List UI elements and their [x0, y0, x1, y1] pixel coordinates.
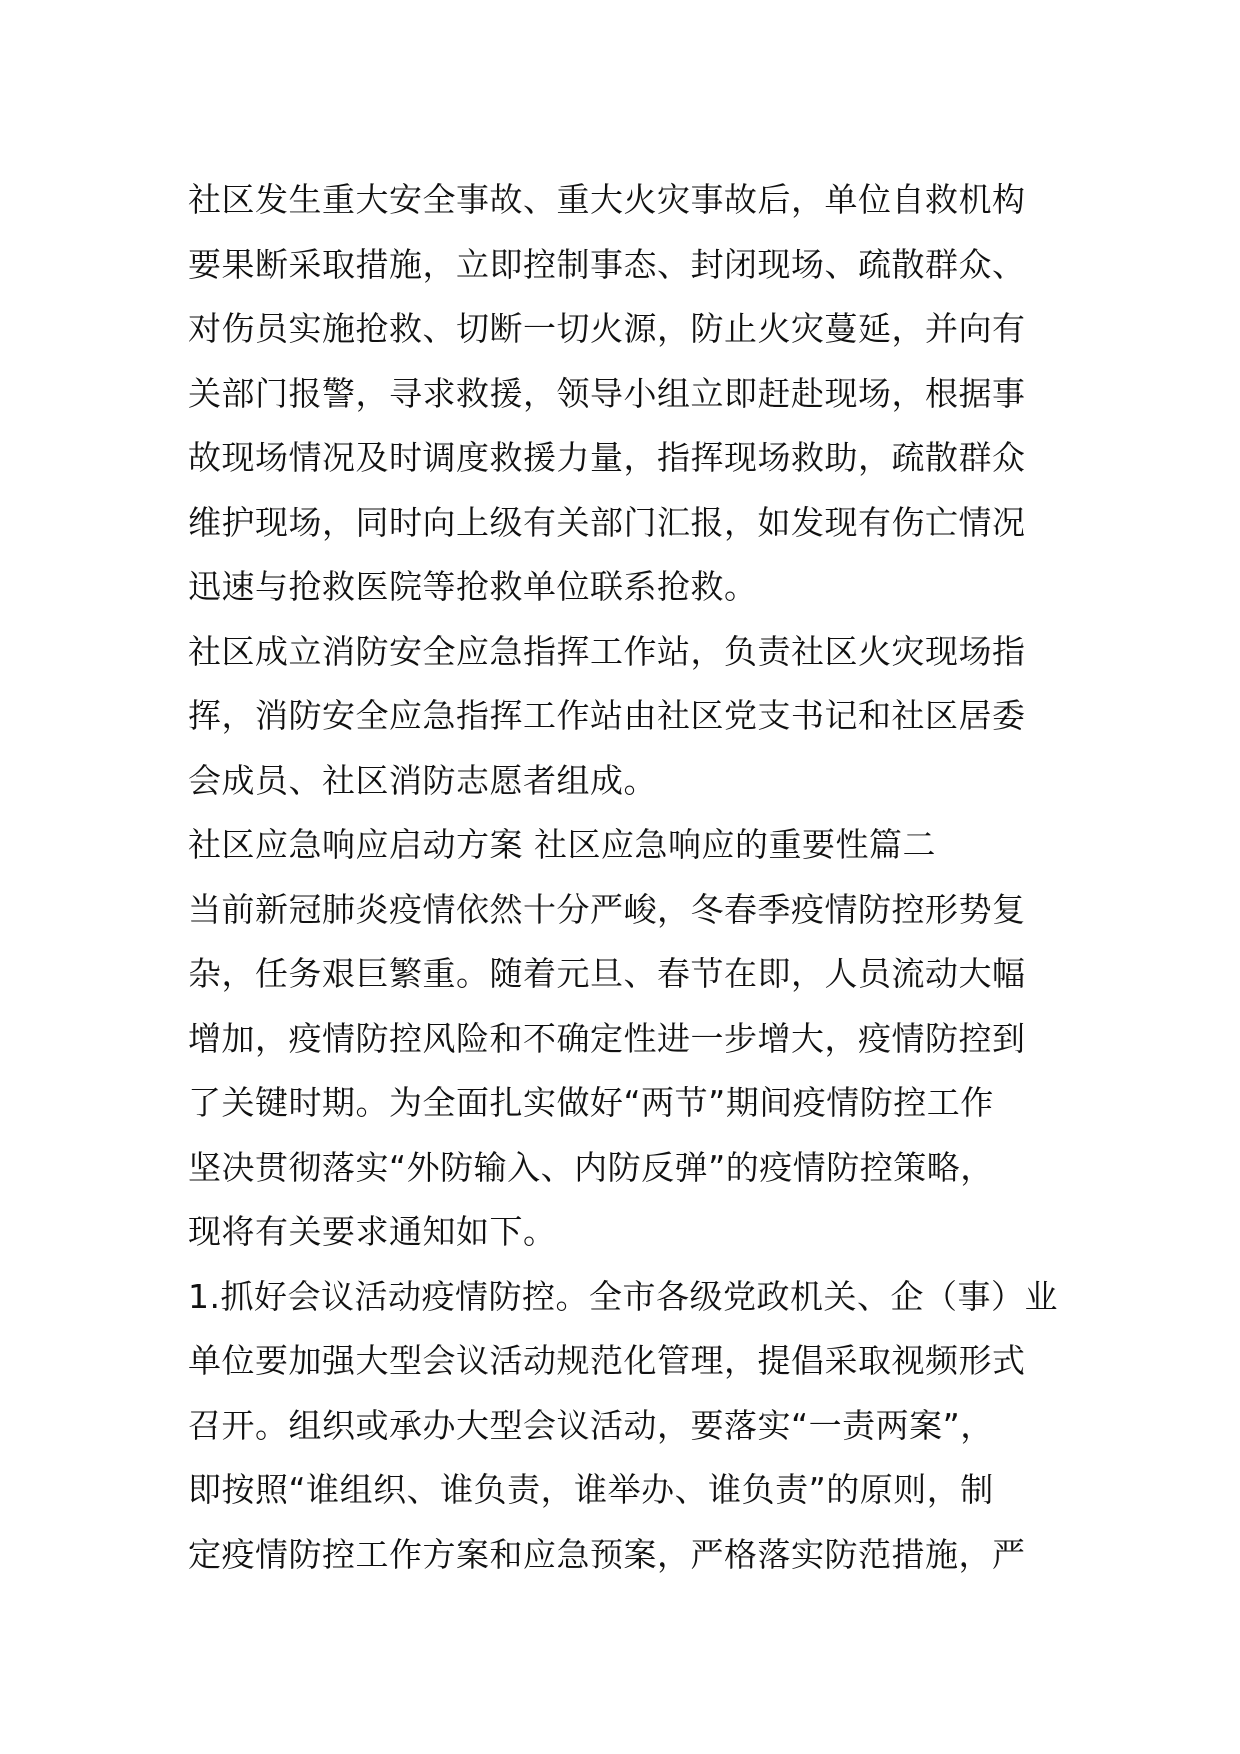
text-line: 挥，消防安全应急指挥工作站由社区党支书记和社区居委 — [188, 696, 1026, 735]
text-line: 迅速与抢救医院等抢救单位联系抢救。 — [188, 567, 758, 606]
text-line: 即按照“谁组织、谁负责，谁举办、谁负责”的原则，制 — [188, 1470, 994, 1509]
text-line: 对伤员实施抢救、切断一切火源，防止火灾蔓延，并向有 — [188, 309, 1026, 348]
document-body — [188, 168, 1058, 1587]
text-line: 定疫情防控工作方案和应急预案，严格落实防范措施，严 — [188, 1534, 1026, 1574]
text-line: 召开。组织或承办大型会议活动，要落实“一责两案”， — [188, 1405, 994, 1445]
text-line: 当前新冠肺炎疫情依然十分严峻，冬春季疫情防控形势复 — [188, 889, 1026, 929]
text-line: 1.抓好会议活动疫情防控。全市各级党政机关、企（事）业 — [188, 1276, 1058, 1316]
text-line: 社区成立消防安全应急指挥工作站，负责社区火灾现场指 — [188, 631, 1026, 671]
text-line: 故现场情况及时调度救援力量，指挥现场救助，疏散群众 — [188, 438, 1026, 477]
text-line: 要果断采取措施，立即控制事态、封闭现场、疏散群众、 — [188, 244, 1026, 284]
text-line: 关部门报警，寻求救援，领导小组立即赶赴现场，根据事 — [188, 373, 1026, 413]
text-line: 增加，疫情防控风险和不确定性进一步增大，疫情防控到 — [188, 1018, 1026, 1058]
text-line: 社区发生重大安全事故、重大火灾事故后，单位自救机构 — [188, 180, 1026, 219]
text-line: 维护现场，同时向上级有关部门汇报，如发现有伤亡情况 — [188, 502, 1026, 542]
text-line: 坚决贯彻落实“外防输入、内防反弹”的疫情防控策略， — [188, 1147, 994, 1187]
text-line: 杂，任务艰巨繁重。随着元旦、春节在即，人员流动大幅 — [188, 954, 1026, 993]
section-heading: 社区应急响应启动方案 社区应急响应的重要性篇二 — [188, 825, 936, 864]
text-line: 了关键时期。为全面扎实做好“两节”期间疫情防控工作 — [188, 1083, 994, 1122]
text-line: 单位要加强大型会议活动规范化管理，提倡采取视频形式 — [188, 1341, 1026, 1380]
text-line: 会成员、社区消防志愿者组成。 — [188, 760, 657, 800]
text-line: 现将有关要求通知如下。 — [188, 1212, 557, 1251]
